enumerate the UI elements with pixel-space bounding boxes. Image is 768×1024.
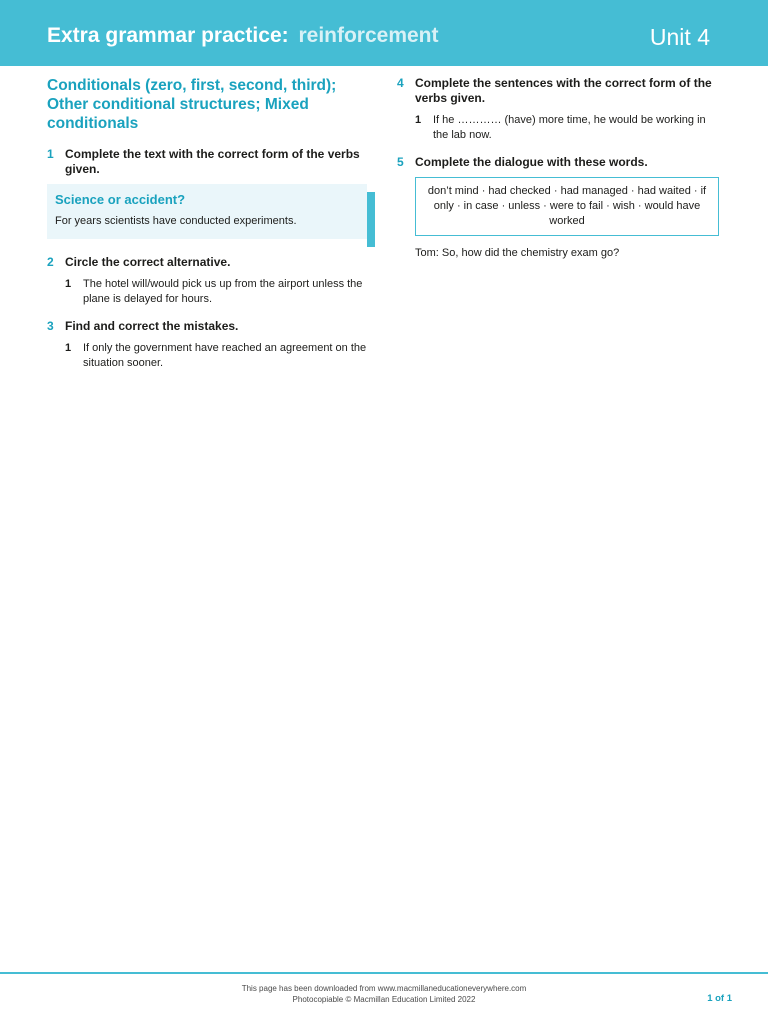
exercise-4-heading (397, 76, 719, 106)
list-item (65, 341, 367, 371)
left-column (47, 76, 367, 383)
item-text: If only the government have reached an agreement on the situation sooner. (83, 342, 367, 369)
exercise-2 (47, 255, 367, 307)
item-number: 1 (65, 342, 72, 354)
header-title-main: Extra grammar practice: (47, 24, 289, 47)
exercise-2-heading (47, 255, 367, 270)
exercise-instruction: Circle the correct alternative. (65, 255, 231, 269)
footer-download-note: This page has been downloaded from www.macmillaneducationeverywhere.com (241, 984, 527, 993)
exercise-number: 3 (47, 319, 54, 333)
footer-divider (0, 972, 768, 974)
word-box: don’t mind · had checked · had managed · had waited · if only · in case · unless · were to fail · wish · would have worked (415, 177, 719, 236)
exercise-instruction: Complete the dialogue with these words. (415, 155, 648, 169)
exercise-3 (47, 319, 367, 371)
header-title (47, 24, 439, 48)
page-header (0, 0, 768, 66)
exercise-1-heading (47, 147, 367, 177)
exercise-instruction: Find and correct the mistakes. (65, 319, 239, 333)
unit-label: Unit 4 (649, 24, 710, 50)
exercise-1 (47, 147, 367, 239)
footer-copyright: Photocopiable © Macmillan Education Limited 2022 (292, 995, 476, 1004)
story-title: Science or accident? (55, 192, 186, 207)
exercise-instruction: Complete the text with the correct form of the verbs given. (65, 147, 360, 176)
exercise-instruction: Complete the sentences with the correct form of the verbs given. (415, 76, 712, 105)
header-title-accent: reinforcement (298, 24, 439, 47)
item-number: 1 (415, 114, 422, 126)
footer-text (0, 983, 768, 1005)
exercise-number: 4 (397, 76, 404, 90)
exercise-5 (397, 155, 719, 261)
exercise-4 (397, 76, 719, 143)
exercise-number: 1 (47, 147, 54, 161)
exercise-number: 2 (47, 255, 54, 269)
exercise-number: 5 (397, 155, 404, 169)
page-number: 1 of 1 (707, 993, 732, 1004)
item-number: 1 (65, 278, 72, 290)
section-title: Conditionals (zero, first, second, third); Other conditional structures; Mixed conditionals (47, 77, 337, 132)
story-text: For years scientists have conducted experiments. (55, 215, 297, 227)
story-box (47, 184, 367, 239)
item-text: The hotel will/would pick us up from the airport unless the plane is delayed for hours. (83, 278, 363, 305)
right-column (397, 76, 719, 273)
list-item (65, 277, 367, 307)
item-text: If he ………… (have) more time, he would be working in the lab now. (433, 114, 706, 141)
dialogue-line: Tom: So, how did the chemistry exam go? (415, 247, 620, 259)
exercise-5-heading (397, 155, 719, 170)
exercise-3-heading (47, 319, 367, 334)
list-item (415, 113, 719, 143)
